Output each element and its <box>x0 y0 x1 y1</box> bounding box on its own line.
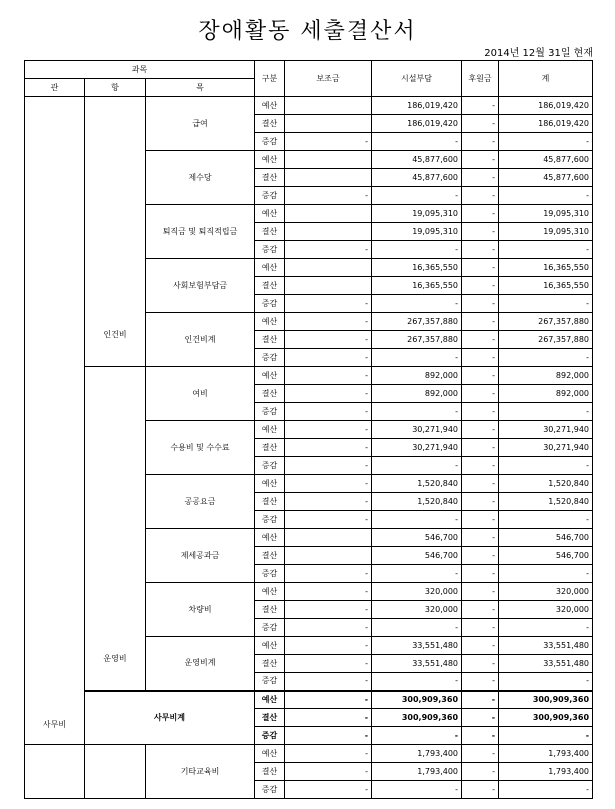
huwongeum-cell: - <box>462 205 499 223</box>
hang-cell-empty <box>85 745 146 799</box>
header-row-1 <box>25 61 593 79</box>
gubun-cell: 결산 <box>255 709 285 727</box>
bojogeum-cell <box>285 529 372 547</box>
huwongeum-cell: - <box>462 655 499 673</box>
huwongeum-cell: - <box>462 637 499 655</box>
gubun-cell: 예산 <box>255 97 285 115</box>
bojogeum-cell <box>285 277 372 295</box>
mok-cell: 수용비 및 수수료 <box>146 421 255 475</box>
header-siseol: 시설부담 <box>372 61 462 97</box>
huwongeum-cell: - <box>462 151 499 169</box>
siseol-cell: 320,000 <box>372 583 462 601</box>
siseol-cell: - <box>372 403 462 421</box>
huwongeum-cell: - <box>462 457 499 475</box>
total-cell: - <box>499 457 593 475</box>
siseol-cell: 892,000 <box>372 367 462 385</box>
gubun-cell: 예산 <box>255 529 285 547</box>
subtotal-row <box>25 691 593 709</box>
huwongeum-cell: - <box>462 439 499 457</box>
total-cell: 45,877,600 <box>499 151 593 169</box>
bojogeum-cell: - <box>285 727 372 745</box>
bojogeum-cell <box>285 259 372 277</box>
siseol-cell: 300,909,360 <box>372 691 462 709</box>
huwongeum-cell: - <box>462 331 499 349</box>
mok-cell: 기타교육비 <box>146 745 255 799</box>
header-huwongeum: 후원금 <box>462 61 499 97</box>
mok-cell: 인건비계 <box>146 313 255 367</box>
siseol-cell: 1,520,840 <box>372 493 462 511</box>
bojogeum-cell <box>285 151 372 169</box>
siseol-cell: 300,909,360 <box>372 709 462 727</box>
total-cell: 186,019,420 <box>499 115 593 133</box>
total-cell: 892,000 <box>499 385 593 403</box>
subtotal-label: 사무비계 <box>85 691 255 745</box>
siseol-cell: 16,365,550 <box>372 259 462 277</box>
gubun-cell: 예산 <box>255 313 285 331</box>
gubun-cell: 증감 <box>255 511 285 529</box>
siseol-cell: 16,365,550 <box>372 277 462 295</box>
huwongeum-cell: - <box>462 745 499 763</box>
siseol-cell: 33,551,480 <box>372 655 462 673</box>
expenditure-table <box>24 60 593 799</box>
huwongeum-cell: - <box>462 169 499 187</box>
bojogeum-cell: - <box>285 763 372 781</box>
header-mok: 목 <box>146 79 255 97</box>
gubun-cell: 결산 <box>255 385 285 403</box>
header-bojogeum: 보조금 <box>285 61 372 97</box>
bojogeum-cell: - <box>285 331 372 349</box>
huwongeum-cell: - <box>462 133 499 151</box>
siseol-cell: 267,357,880 <box>372 331 462 349</box>
hang-cell: 운영비 <box>85 367 146 691</box>
total-cell: 300,909,360 <box>499 691 593 709</box>
gubun-cell: 증감 <box>255 349 285 367</box>
siseol-cell: 30,271,940 <box>372 421 462 439</box>
bojogeum-cell: - <box>285 565 372 583</box>
total-cell: 892,000 <box>499 367 593 385</box>
bojogeum-cell <box>285 205 372 223</box>
total-cell: - <box>499 187 593 205</box>
gubun-cell: 결산 <box>255 169 285 187</box>
bojogeum-cell: - <box>285 241 372 259</box>
report-date: 2014년 12월 31일 현재 <box>484 48 593 59</box>
total-cell: - <box>499 673 593 691</box>
total-cell: 546,700 <box>499 547 593 565</box>
siseol-cell: 45,877,600 <box>372 169 462 187</box>
gubun-cell: 예산 <box>255 583 285 601</box>
gwan-cell-empty <box>25 745 85 799</box>
siseol-cell: 1,793,400 <box>372 763 462 781</box>
siseol-cell: - <box>372 727 462 745</box>
total-cell: 1,793,400 <box>499 745 593 763</box>
total-cell: 546,700 <box>499 529 593 547</box>
gubun-cell: 결산 <box>255 601 285 619</box>
total-cell: 1,520,840 <box>499 475 593 493</box>
total-cell: 1,793,400 <box>499 763 593 781</box>
gubun-cell: 결산 <box>255 655 285 673</box>
mok-cell: 여비 <box>146 367 255 421</box>
table-row <box>25 97 593 115</box>
huwongeum-cell: - <box>462 259 499 277</box>
page-title: 장애활동 세출결산서 <box>198 19 417 44</box>
bojogeum-cell: - <box>285 691 372 709</box>
header-subject: 과목 <box>25 61 255 79</box>
gubun-cell: 증감 <box>255 133 285 151</box>
total-cell: - <box>499 781 593 799</box>
header-gubun: 구분 <box>255 61 285 97</box>
total-cell: 16,365,550 <box>499 277 593 295</box>
siseol-cell: 19,095,310 <box>372 223 462 241</box>
huwongeum-cell: - <box>462 511 499 529</box>
total-cell: 267,357,880 <box>499 331 593 349</box>
bojogeum-cell: - <box>285 745 372 763</box>
table-row <box>25 745 593 763</box>
gubun-cell: 증감 <box>255 781 285 799</box>
bojogeum-cell: - <box>285 367 372 385</box>
huwongeum-cell: - <box>462 385 499 403</box>
mok-cell: 급여 <box>146 97 255 151</box>
gubun-cell: 예산 <box>255 637 285 655</box>
huwongeum-cell: - <box>462 727 499 745</box>
bojogeum-cell: - <box>285 655 372 673</box>
huwongeum-cell: - <box>462 97 499 115</box>
gubun-cell: 증감 <box>255 295 285 313</box>
siseol-cell: 892,000 <box>372 385 462 403</box>
huwongeum-cell: - <box>462 619 499 637</box>
huwongeum-cell: - <box>462 367 499 385</box>
siseol-cell: - <box>372 187 462 205</box>
siseol-cell: 19,095,310 <box>372 205 462 223</box>
gubun-cell: 결산 <box>255 763 285 781</box>
bojogeum-cell: - <box>285 781 372 799</box>
gubun-cell: 증감 <box>255 187 285 205</box>
mok-cell: 공공요금 <box>146 475 255 529</box>
huwongeum-cell: - <box>462 781 499 799</box>
bojogeum-cell: - <box>285 583 372 601</box>
siseol-cell: - <box>372 511 462 529</box>
bojogeum-cell: - <box>285 187 372 205</box>
siseol-cell: 1,793,400 <box>372 745 462 763</box>
gubun-cell: 증감 <box>255 727 285 745</box>
siseol-cell: - <box>372 673 462 691</box>
huwongeum-cell: - <box>462 403 499 421</box>
gubun-cell: 예산 <box>255 745 285 763</box>
bojogeum-cell: - <box>285 133 372 151</box>
siseol-cell: 320,000 <box>372 601 462 619</box>
huwongeum-cell: - <box>462 421 499 439</box>
gubun-cell: 예산 <box>255 259 285 277</box>
total-cell: 30,271,940 <box>499 439 593 457</box>
siseol-cell: - <box>372 295 462 313</box>
mok-cell: 운영비계 <box>146 637 255 691</box>
siseol-cell: 546,700 <box>372 529 462 547</box>
siseol-cell: 1,520,840 <box>372 475 462 493</box>
siseol-cell: - <box>372 457 462 475</box>
total-cell: 19,095,310 <box>499 205 593 223</box>
total-cell: - <box>499 403 593 421</box>
total-cell: 320,000 <box>499 601 593 619</box>
huwongeum-cell: - <box>462 277 499 295</box>
huwongeum-cell: - <box>462 601 499 619</box>
huwongeum-cell: - <box>462 709 499 727</box>
total-cell: 320,000 <box>499 583 593 601</box>
huwongeum-cell: - <box>462 475 499 493</box>
siseol-cell: - <box>372 133 462 151</box>
siseol-cell: - <box>372 565 462 583</box>
bojogeum-cell: - <box>285 511 372 529</box>
gubun-cell: 증감 <box>255 619 285 637</box>
huwongeum-cell: - <box>462 673 499 691</box>
bojogeum-cell: - <box>285 349 372 367</box>
huwongeum-cell: - <box>462 223 499 241</box>
huwongeum-cell: - <box>462 493 499 511</box>
gubun-cell: 결산 <box>255 223 285 241</box>
bojogeum-cell: - <box>285 619 372 637</box>
mok-cell: 제세공과금 <box>146 529 255 583</box>
huwongeum-cell: - <box>462 295 499 313</box>
huwongeum-cell: - <box>462 349 499 367</box>
mok-cell: 제수당 <box>146 151 255 205</box>
bojogeum-cell: - <box>285 637 372 655</box>
gubun-cell: 증감 <box>255 241 285 259</box>
gubun-cell: 예산 <box>255 151 285 169</box>
siseol-cell: - <box>372 781 462 799</box>
bojogeum-cell <box>285 115 372 133</box>
total-cell: 33,551,480 <box>499 637 593 655</box>
gubun-cell: 결산 <box>255 547 285 565</box>
bojogeum-cell: - <box>285 295 372 313</box>
total-cell: - <box>499 511 593 529</box>
table-row <box>25 367 593 385</box>
total-cell: - <box>499 133 593 151</box>
huwongeum-cell: - <box>462 691 499 709</box>
hang-cell: 인건비 <box>85 97 146 367</box>
bojogeum-cell: - <box>285 709 372 727</box>
gubun-cell: 결산 <box>255 493 285 511</box>
huwongeum-cell: - <box>462 187 499 205</box>
total-cell: - <box>499 727 593 745</box>
total-cell: 267,357,880 <box>499 313 593 331</box>
total-cell: 33,551,480 <box>499 655 593 673</box>
bojogeum-cell: - <box>285 421 372 439</box>
siseol-cell: 546,700 <box>372 547 462 565</box>
siseol-cell: 186,019,420 <box>372 97 462 115</box>
bojogeum-cell: - <box>285 439 372 457</box>
total-cell: - <box>499 349 593 367</box>
gubun-cell: 결산 <box>255 115 285 133</box>
bojogeum-cell: - <box>285 673 372 691</box>
huwongeum-cell: - <box>462 529 499 547</box>
bojogeum-cell: - <box>285 601 372 619</box>
mok-cell: 퇴직금 및 퇴직적립금 <box>146 205 255 259</box>
total-cell: 45,877,600 <box>499 169 593 187</box>
huwongeum-cell: - <box>462 763 499 781</box>
siseol-cell: - <box>372 241 462 259</box>
gubun-cell: 예산 <box>255 421 285 439</box>
huwongeum-cell: - <box>462 547 499 565</box>
gubun-cell: 결산 <box>255 331 285 349</box>
gwan-cell: 사무비 <box>25 97 85 745</box>
gubun-cell: 결산 <box>255 277 285 295</box>
gubun-cell: 예산 <box>255 205 285 223</box>
huwongeum-cell: - <box>462 241 499 259</box>
total-cell: 30,271,940 <box>499 421 593 439</box>
mok-cell: 차량비 <box>146 583 255 637</box>
bojogeum-cell <box>285 223 372 241</box>
bojogeum-cell <box>285 547 372 565</box>
total-cell: 16,365,550 <box>499 259 593 277</box>
total-cell: - <box>499 241 593 259</box>
header-hang: 항 <box>85 79 146 97</box>
header-total: 계 <box>499 61 593 97</box>
huwongeum-cell: - <box>462 565 499 583</box>
bojogeum-cell: - <box>285 385 372 403</box>
bojogeum-cell: - <box>285 403 372 421</box>
gubun-cell: 증감 <box>255 457 285 475</box>
huwongeum-cell: - <box>462 115 499 133</box>
gubun-cell: 증감 <box>255 403 285 421</box>
bojogeum-cell <box>285 97 372 115</box>
total-cell: - <box>499 619 593 637</box>
bojogeum-cell: - <box>285 475 372 493</box>
siseol-cell: 186,019,420 <box>372 115 462 133</box>
gubun-cell: 예산 <box>255 367 285 385</box>
gubun-cell: 예산 <box>255 691 285 709</box>
bojogeum-cell: - <box>285 493 372 511</box>
siseol-cell: 267,357,880 <box>372 313 462 331</box>
total-cell: 1,520,840 <box>499 493 593 511</box>
bojogeum-cell: - <box>285 457 372 475</box>
huwongeum-cell: - <box>462 313 499 331</box>
bojogeum-cell <box>285 169 372 187</box>
header-gwan: 관 <box>25 79 85 97</box>
mok-cell: 사회보험부담금 <box>146 259 255 313</box>
siseol-cell: - <box>372 619 462 637</box>
total-cell: - <box>499 295 593 313</box>
bojogeum-cell: - <box>285 313 372 331</box>
gubun-cell: 증감 <box>255 565 285 583</box>
total-cell: 300,909,360 <box>499 709 593 727</box>
total-cell: - <box>499 565 593 583</box>
gubun-cell: 예산 <box>255 475 285 493</box>
gubun-cell: 증감 <box>255 673 285 691</box>
huwongeum-cell: - <box>462 583 499 601</box>
siseol-cell: 33,551,480 <box>372 637 462 655</box>
siseol-cell: 30,271,940 <box>372 439 462 457</box>
total-cell: 19,095,310 <box>499 223 593 241</box>
gubun-cell: 결산 <box>255 439 285 457</box>
siseol-cell: 45,877,600 <box>372 151 462 169</box>
total-cell: 186,019,420 <box>499 97 593 115</box>
siseol-cell: - <box>372 349 462 367</box>
